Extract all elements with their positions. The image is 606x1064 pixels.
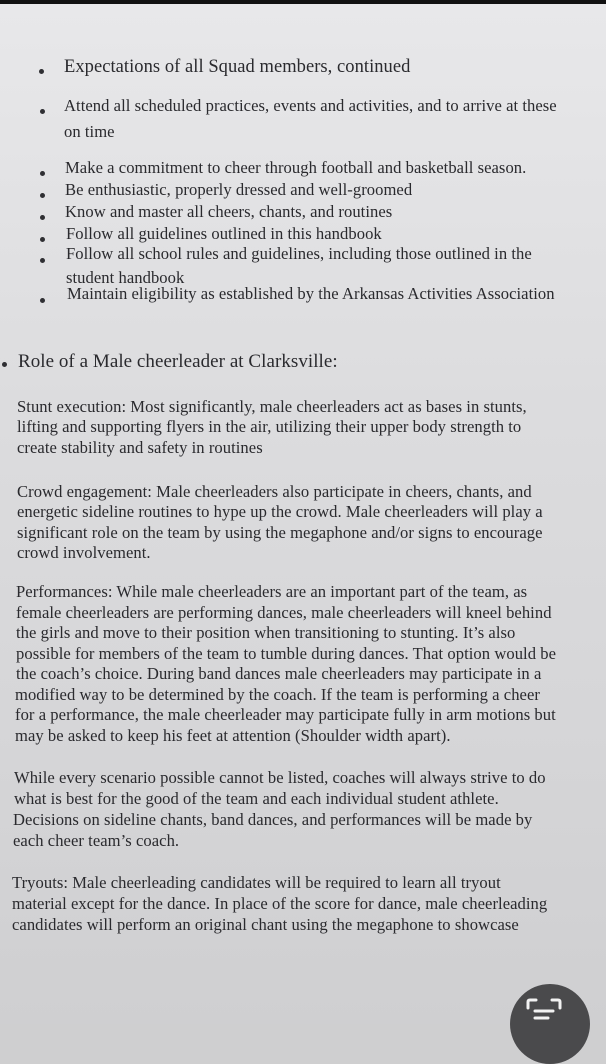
section-heading: Role of a Male cheerleader at Clarksville: bbox=[18, 351, 338, 372]
paragraph-2-line-7: may be asked to keep his feet at attention (Shoulder width apart). bbox=[15, 726, 451, 745]
bullet-item-7-line-0: Maintain eligibility as established by the Arkansas Activities Association bbox=[67, 284, 555, 303]
bullet-dot bbox=[40, 193, 45, 198]
bullet-dot bbox=[40, 109, 45, 114]
paragraph-2-line-0: Performances: While male cheerleaders are an important part of the team, as bbox=[16, 582, 528, 601]
bullet-item-0-line-0: Expectations of all Squad members, continued bbox=[64, 57, 411, 77]
paragraph-0-line-1: lifting and supporting flyers in the air, utilizing their upper body strength to bbox=[17, 417, 522, 436]
paragraph-3-line-2: Decisions on sideline chants, band dances, and performances will be made by bbox=[13, 810, 533, 829]
bullet-dot bbox=[40, 298, 45, 303]
bullet-item-1-line-1: on time bbox=[64, 122, 115, 141]
paragraph-4-line-2: candidates will perform an original chant using the megaphone to showcase bbox=[12, 915, 519, 934]
bullet-item-5-line-0: Follow all guidelines outlined in this handbook bbox=[66, 224, 382, 243]
paragraph-2-line-2: the girls and move to their position when transitioning to stunting. It’s also bbox=[16, 623, 516, 642]
paragraph-4-line-1: material except for the dance. In place of the score for dance, male cheerleading bbox=[12, 894, 548, 913]
bullet-item-6-line-0: Follow all school rules and guidelines, including those outlined in the bbox=[66, 244, 532, 263]
paragraph-1-line-0: Crowd engagement: Male cheerleaders also participate in cheers, chants, and bbox=[17, 482, 532, 501]
bullet-item-4-line-0: Know and master all cheers, chants, and routines bbox=[65, 202, 393, 221]
paragraph-2-line-5: modified way to be determined by the coach. If the team is performing a cheer bbox=[15, 685, 540, 704]
bullet-dot bbox=[2, 362, 7, 367]
paragraph-2-line-1: female cheerleaders are performing dances, male cheerleaders will kneel behind bbox=[16, 603, 552, 622]
paragraph-1-line-1: energetic sideline routines to hype up the crowd. Male cheerleaders will play a bbox=[17, 502, 543, 521]
paragraph-2-line-4: the coach’s choice. During band dances male cheerleaders may participate in a bbox=[16, 664, 542, 683]
paragraph-2-line-6: for a performance, the male cheerleader may participate fully in arm motions but bbox=[15, 705, 556, 724]
bullet-item-3-line-0: Be enthusiastic, properly dressed and well-groomed bbox=[65, 180, 413, 199]
bullet-dot bbox=[40, 171, 45, 176]
bullet-dot bbox=[39, 69, 44, 74]
paragraph-3-line-0: While every scenario possible cannot be listed, coaches will always strive to do bbox=[14, 768, 546, 787]
scan-document-button[interactable] bbox=[510, 984, 590, 1064]
bullet-item-6-line-1: student handbook bbox=[66, 268, 185, 287]
paragraph-1-line-2: significant role on the team by using the megaphone and/or signs to encourage bbox=[17, 523, 543, 542]
bullet-dot bbox=[40, 215, 45, 220]
paragraph-0-line-2: create stability and safety in routines bbox=[17, 438, 263, 457]
paragraph-3-line-1: what is best for the good of the team and each individual student athlete. bbox=[14, 789, 499, 808]
document-scan-icon bbox=[526, 998, 562, 1024]
paragraph-2-line-3: possible for members of the team to tumble during dances. That option would be bbox=[16, 644, 557, 663]
paragraph-0-line-0: Stunt execution: Most significantly, male cheerleaders act as bases in stunts, bbox=[17, 397, 527, 416]
bullet-dot bbox=[40, 237, 45, 242]
bullet-item-1-line-0: Attend all scheduled practices, events and activities, and to arrive at these bbox=[64, 96, 557, 115]
bullet-item-2-line-0: Make a commitment to cheer through football and basketball season. bbox=[65, 158, 527, 177]
paragraph-3-line-3: each cheer team’s coach. bbox=[13, 831, 180, 850]
bullet-dot bbox=[40, 258, 45, 263]
paragraph-1-line-3: crowd involvement. bbox=[17, 543, 151, 562]
status-bar-edge bbox=[0, 0, 606, 4]
paragraph-4-line-0: Tryouts: Male cheerleading candidates will be required to learn all tryout bbox=[12, 873, 501, 892]
